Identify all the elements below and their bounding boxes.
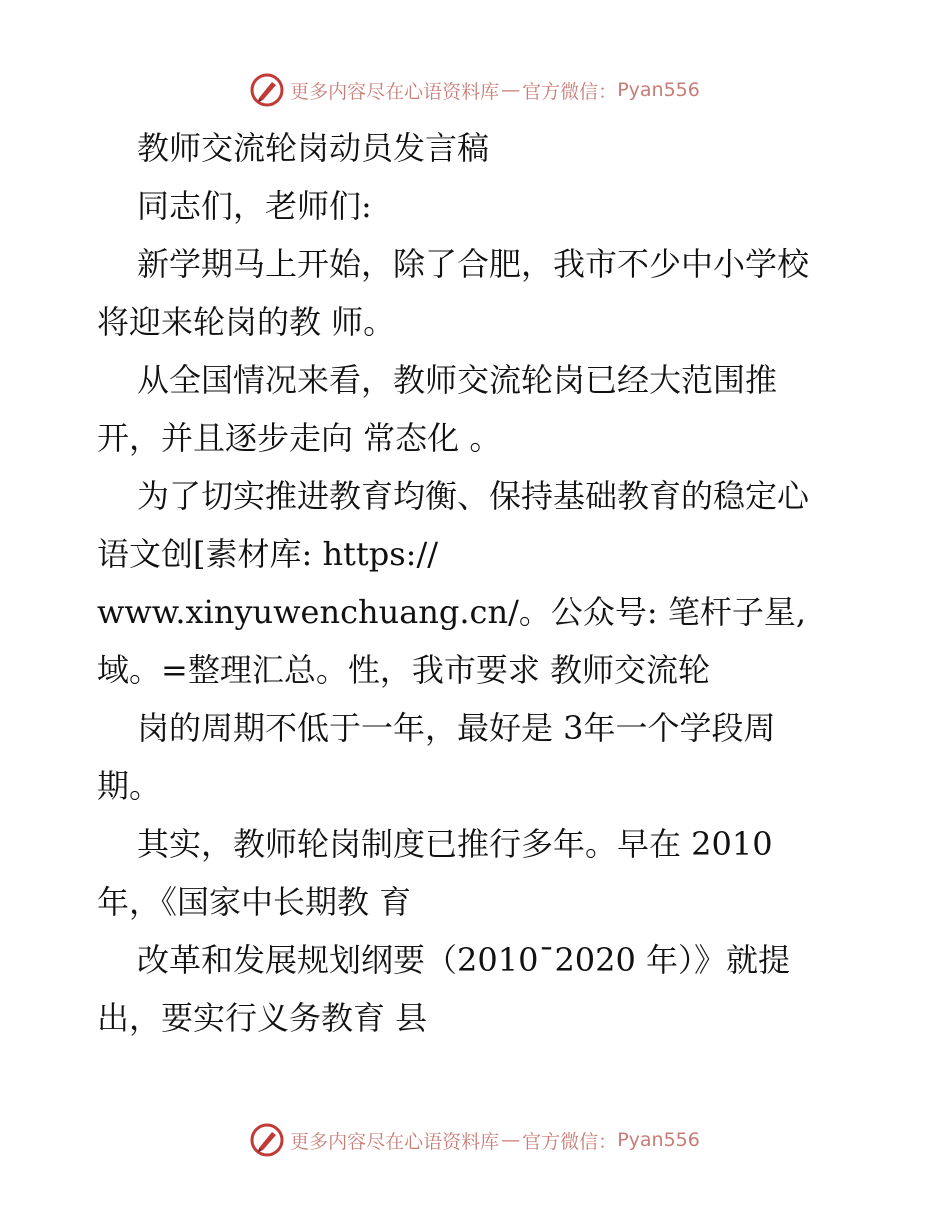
header-dash: — — [501, 79, 521, 101]
paragraph-line: 改革和发展规划纲要（2010¯2020 年）》就提 — [137, 941, 791, 979]
salutation: 同志们，老师们: — [137, 187, 372, 225]
footer-banner — [0, 1120, 950, 1160]
paragraph-line: 年，《国家中长期教 育 — [97, 883, 412, 921]
pen-logo-icon — [250, 73, 284, 107]
footer-wechat-label: 官方微信： — [522, 1130, 618, 1153]
paragraph-line: 从全国情况来看，教师交流轮岗已经大范围推 — [137, 361, 778, 399]
header-banner — [0, 70, 950, 110]
paragraph-line: 岗的周期不低于一年，最好是 3年一个学段周 — [137, 709, 776, 747]
header-wechat-label: 官方微信： — [522, 80, 618, 103]
paragraph-line: 其实，教师轮岗制度已推行多年。早在 2010 — [137, 825, 773, 863]
paragraph-line: 为了切实推进教育均衡、保持基础教育的稳定心 — [137, 477, 810, 515]
header-wechat-id: Pyan556 — [617, 79, 700, 101]
paragraph-line: 出，要实行义务教育 县 — [97, 999, 428, 1037]
paragraph-line: 期。 — [97, 767, 162, 805]
paragraph-line: 新学期马上开始，除了合肥，我市不少中小学校 — [137, 245, 810, 283]
paragraph-line: 开，并且逐步走向 常态化 。 — [97, 419, 502, 457]
paragraph-line: www.xinyuwenchuang.cn/。公众号: 笔杆子星, — [97, 593, 806, 631]
footer-wechat-id: Pyan556 — [617, 1129, 700, 1151]
footer-dash: — — [501, 1129, 521, 1151]
paragraph-line: 将迎来轮岗的教 师。 — [97, 303, 396, 341]
paragraph-line: 域。=整理汇总。性，我市要求 教师交流轮 — [97, 651, 710, 689]
paragraph-line: 语文创[素材库: https:// — [97, 535, 439, 573]
document-title: 教师交流轮岗动员发言稿 — [137, 129, 490, 167]
footer-site-text: 更多内容尽在心语资料库 — [290, 1130, 500, 1153]
header-site-text: 更多内容尽在心语资料库 — [290, 80, 500, 103]
pen-logo-icon — [250, 1123, 284, 1157]
